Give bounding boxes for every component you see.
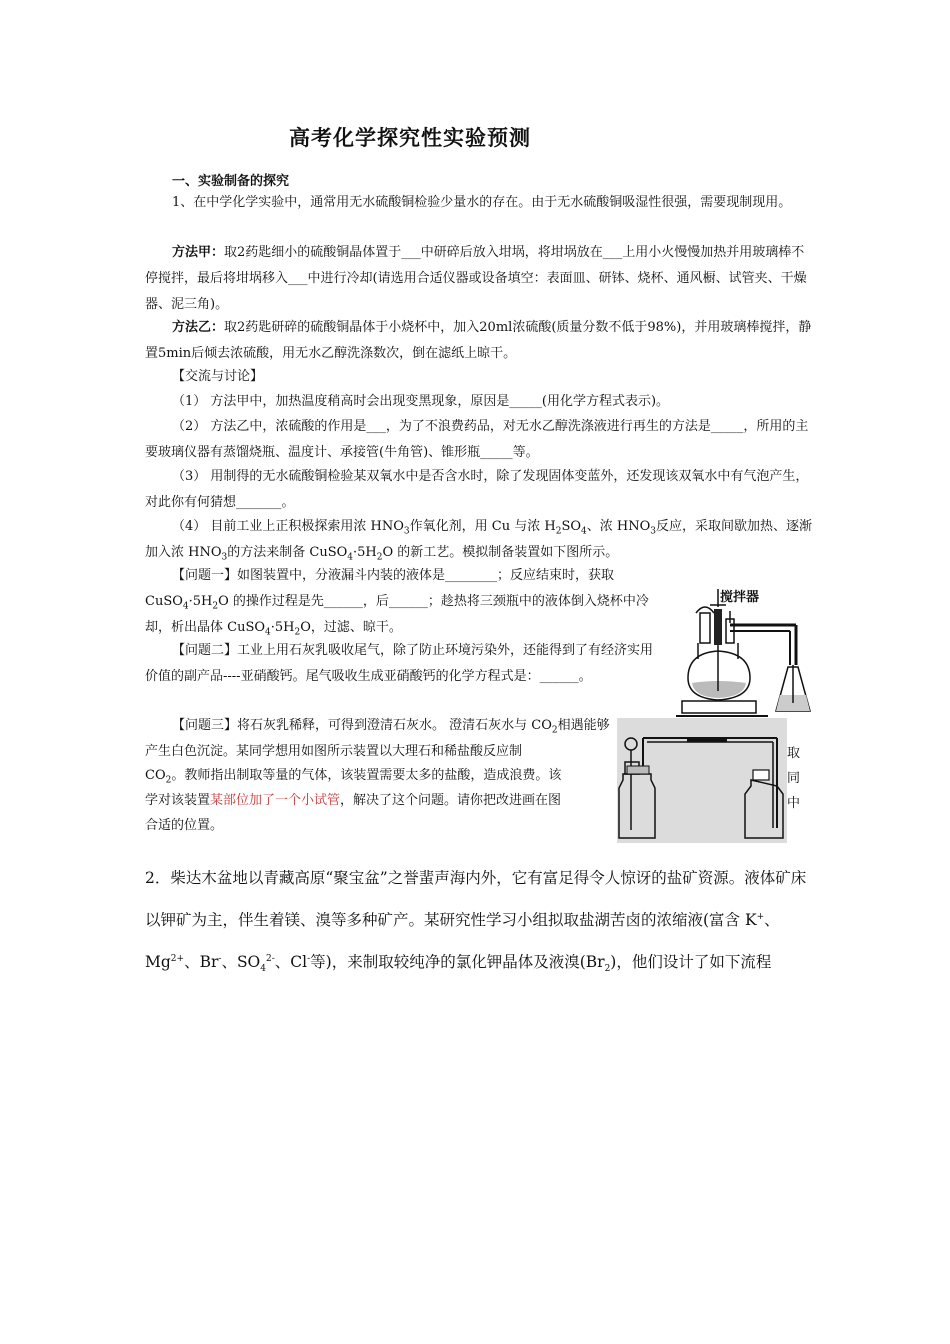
- problem-2: 【问题二】工业上用石灰乳吸收尾气，除了防止环境污染外，还能得到了有经济实用价值的副产品----亚硝酸钙。尾气吸收生成亚硝酸钙的化学方程式是：______。: [145, 643, 654, 684]
- page-title: 高考化学探究性实验预测: [289, 125, 531, 150]
- section-heading: 一、实验制备的探究: [172, 174, 290, 189]
- part-2-paragraph: 2．柴达木盆地以青藏高原“聚宝盆”之誉蜚声海内外，它有富足得令人惊讶的盐矿资源。液体矿床以钾矿为主，伴生着镁、溴等多种矿产。某研究性学习小组拟取盐湖苦卤的浓缩液(富含 K+、$Mg^{2+}$、Br-、$SO_4^{2-}$、Cl-等)，来制取较纯净的氯化钾晶体及液溴$(Br_2)$，他们设计了如下流程: [145, 869, 807, 975]
- question-2: （2） 方法乙中，浓硫酸的作用是___，为了不浪费药品，对无水乙醇洗涤液进行再生的方法是_____，所用的主要玻璃仪器有蒸馏烧瓶、温度计、承接管(牛角管)、锥形瓶_____等。: [145, 419, 809, 460]
- method-b-text: 取2药匙研碎的硫酸铜晶体于小烧杯中，加入20ml浓硫酸(质量分数不低于98%)，并用玻璃棒搅拌，静置5min后倾去浓硫酸，用无水乙醇洗涤数次，倒在滤纸上晾干。: [145, 320, 812, 361]
- highlight-text: 某部位加了一个小试管: [210, 793, 341, 808]
- problem-3-line4: 学对该装置某部位加了一个小试管，解决了这个问题。请你把改进画在图: [145, 793, 562, 808]
- question-3: （3） 用制得的无水硫酸铜检验某双氧水中是否含水时，除了发现固体变蓝外，还发现该双氧水中有气泡产生，对此你有何猜想_______。: [145, 469, 809, 510]
- wrapped-char-tong: 同: [787, 771, 801, 786]
- method-a-text: 取2药匙细小的硫酸铜晶体置于___中研碎后放入坩埚，将坩埚放在___上用小火慢慢加热并用玻璃棒不停搅拌，最后将坩埚移入___中进行冷却(请选用合适仪器或设备填空：表面皿、研钵、烧杯、通风橱、试管夹、干燥器、泥三角)。: [145, 245, 807, 312]
- problem-3-line3: $CO_2$。教师指出制取等量的气体，该装置需要太多的盐酸，造成浪费。该: [145, 768, 562, 786]
- question-1: （1） 方法甲中，加热温度稍高时会出现变黑现象，原因是_____(用化学方程式表示)。: [172, 394, 670, 409]
- method-b-paragraph: [145, 315, 813, 367]
- problem-1: 【问题一】如图装置中，分液漏斗内装的液体是________；反应结束时，获取 $CuSO_4\cdot 5H_2O$ 的操作过程是先______，后______；趁热将三颈瓶中的液体倒入烧杯中冷却，析出晶体 $CuSO_4\cdot 5H_2O$，过滤、晾干。: [145, 568, 649, 638]
- gas-apparatus-figure: [617, 718, 787, 843]
- problem-3: 【问题三】将石灰乳稀释，可得到澄清石灰水。 澄清石灰水与 $CO_2$相遇能够产生白色沉淀。某同学想用如图所示装置以大理石和稀盐酸反应制: [145, 718, 610, 759]
- wrapped-char-qu: 取: [787, 746, 801, 761]
- intro-paragraph: 1、在中学化学实验中，通常用无水硫酸铜检验少量水的存在。由于无水硫酸铜吸湿性很强，需要现制现用。: [172, 195, 792, 210]
- method-a-label: 方法甲：: [172, 245, 225, 260]
- stirrer-label: 搅拌器: [720, 590, 760, 605]
- method-b-label: 方法乙：: [172, 320, 225, 335]
- method-a-paragraph: [145, 240, 813, 318]
- question-4: （4） 目前工业上正积极探索用浓 $HNO_3$作氧化剂，用 Cu 与浓 $H_2SO_4$、浓 $HNO_3$反应，采取间歇加热、逐渐加入浓 $HNO_3$的方法来制备 $CuSO_4\cdot 5H_2O$ 的新工艺。模拟制备装置如下图所示。: [145, 519, 813, 563]
- problem-3-line5: 合适的位置。: [145, 818, 224, 833]
- wrapped-char-zhong: 中: [787, 796, 801, 811]
- flask-apparatus-figure: [668, 583, 813, 720]
- discussion-heading: 【交流与讨论】: [172, 369, 264, 384]
